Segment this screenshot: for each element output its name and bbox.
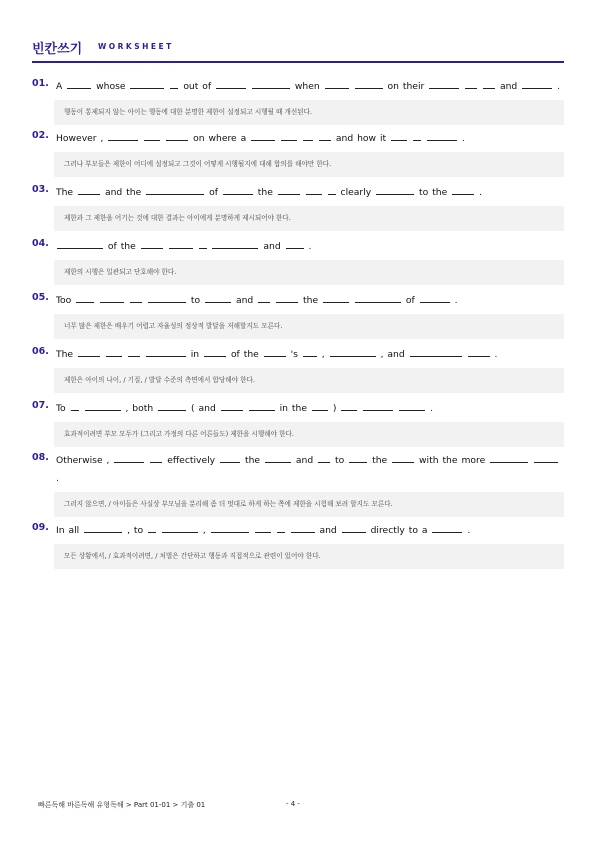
sentence-word: the	[257, 187, 273, 198]
sentence-word: the	[244, 455, 261, 466]
sentence-word: ,	[100, 133, 104, 144]
answer-blank[interactable]	[399, 400, 425, 411]
answer-blank[interactable]	[108, 130, 138, 141]
translation-box: 그러지 않으면, / 아이들은 사실상 부모님을 분리해 좀 더 멋대로 하게 하는 쪽에 제한을 시험해 보려 할지도 모른다.	[54, 492, 564, 517]
sentence-word: To	[56, 403, 66, 414]
sentence-word: a	[421, 525, 428, 536]
answer-blank[interactable]	[162, 522, 198, 533]
translation-box: 그러나 부모들은 제한이 어디에 설정되고 그것이 어떻게 시행될지에 대해 합의를 해야만 한다.	[54, 152, 564, 177]
answer-blank[interactable]	[391, 130, 407, 141]
answer-blank[interactable]	[303, 130, 313, 141]
sentence-word: and	[319, 525, 337, 536]
answer-blank[interactable]	[170, 78, 178, 89]
answer-blank[interactable]	[130, 292, 142, 303]
answer-blank[interactable]	[318, 452, 330, 463]
answer-blank[interactable]	[468, 346, 490, 357]
sentence-word: in	[279, 403, 288, 414]
sentence-word: .	[308, 241, 312, 252]
answer-blank[interactable]	[265, 452, 291, 463]
sentence-word: Otherwise	[56, 455, 103, 466]
sentence-word: more	[461, 455, 486, 466]
answer-blank[interactable]	[146, 346, 186, 357]
translation-box: 제한의 시행은 일관되고 단호해야 한다.	[54, 260, 564, 285]
sentence-word: ,	[321, 349, 325, 360]
sentence-word: directly	[370, 525, 405, 536]
answer-blank[interactable]	[330, 346, 376, 357]
question-sentence	[56, 78, 564, 96]
question-number: 05.	[32, 292, 49, 303]
answer-blank[interactable]	[420, 292, 450, 303]
answer-blank[interactable]	[319, 130, 331, 141]
sentence-word: and	[104, 187, 123, 198]
sentence-word: and	[335, 133, 354, 144]
answer-blank[interactable]	[78, 346, 100, 357]
sentence-word: the	[372, 455, 388, 466]
sentence-word: ,	[125, 403, 129, 414]
answer-blank[interactable]	[100, 292, 124, 303]
answer-blank[interactable]	[252, 78, 290, 89]
sentence-word: )	[332, 403, 337, 414]
translation-box: 제한과 그 제한을 어기는 것에 대한 결과는 아이에게 분명하게 제시되어야 한다.	[54, 206, 564, 231]
sentence-word: In	[56, 525, 65, 536]
sentence-word: .	[479, 187, 483, 198]
question-number: 03.	[32, 184, 49, 195]
answer-blank[interactable]	[427, 130, 457, 141]
sentence-word: of	[405, 295, 415, 306]
question-sentence	[56, 400, 564, 418]
question-item	[32, 184, 564, 231]
sentence-word: and	[387, 349, 405, 360]
answer-blank[interactable]	[363, 400, 393, 411]
sentence-word: A	[56, 81, 63, 92]
answer-blank[interactable]	[199, 238, 207, 249]
question-item	[32, 400, 564, 447]
answer-blank[interactable]	[251, 130, 275, 141]
sentence-word: ,	[380, 349, 384, 360]
sentence-word: their	[402, 81, 425, 92]
answer-blank[interactable]	[150, 452, 162, 463]
question-sentence	[56, 522, 564, 540]
sentence-word: 's	[290, 349, 298, 360]
sentence-word: ,	[106, 455, 110, 466]
answer-blank[interactable]	[128, 346, 140, 357]
question-item	[32, 346, 564, 393]
question-sentence	[56, 238, 564, 256]
answer-blank[interactable]	[452, 184, 474, 195]
answer-blank[interactable]	[212, 238, 258, 249]
answer-blank[interactable]	[306, 184, 322, 195]
answer-blank[interactable]	[78, 184, 100, 195]
question-number: 06.	[32, 346, 49, 357]
answer-blank[interactable]	[264, 346, 286, 357]
question-item	[32, 238, 564, 285]
sentence-word: where	[208, 133, 237, 144]
question-sentence	[56, 292, 564, 310]
question-item	[32, 452, 564, 517]
sentence-word: of	[209, 187, 218, 198]
sentence-word: of	[230, 349, 240, 360]
header-rule	[32, 61, 564, 63]
sentence-word: .	[557, 81, 561, 92]
sentence-word: to	[408, 525, 418, 536]
sentence-word: of	[107, 241, 117, 252]
page-subtitle: WORKSHEET	[98, 42, 174, 51]
sentence-word: the	[120, 241, 136, 252]
translation-box: 제한은 아이의 나이, / 기질, / 발달 수준의 측면에서 합당해야 한다.	[54, 368, 564, 393]
answer-blank[interactable]	[216, 78, 246, 89]
question-sentence	[56, 184, 564, 202]
answer-blank[interactable]	[490, 452, 528, 463]
answer-blank[interactable]	[221, 400, 243, 411]
question-sentence	[56, 452, 564, 488]
answer-blank[interactable]	[114, 452, 144, 463]
answer-blank[interactable]	[410, 346, 462, 357]
question-number: 09.	[32, 522, 49, 533]
translation-box: 행동이 통제되지 않는 아이는 행동에 대한 분명한 제한이 설정되고 시행될 때 개선된다.	[54, 100, 564, 125]
answer-blank[interactable]	[355, 292, 401, 303]
answer-blank[interactable]	[71, 400, 79, 411]
sentence-word: on	[387, 81, 399, 92]
answer-blank[interactable]	[432, 522, 462, 533]
answer-blank[interactable]	[76, 292, 94, 303]
question-number: 02.	[32, 130, 49, 141]
sentence-word: the	[243, 349, 259, 360]
sentence-word: the	[126, 187, 142, 198]
sentence-word: ,	[127, 525, 130, 536]
answer-blank[interactable]	[303, 346, 317, 357]
answer-blank[interactable]	[323, 292, 349, 303]
question-item	[32, 130, 564, 177]
sentence-word: of	[202, 81, 212, 92]
answer-blank[interactable]	[85, 400, 121, 411]
answer-blank[interactable]	[67, 78, 91, 89]
question-item	[32, 292, 564, 339]
answer-blank[interactable]	[57, 238, 103, 249]
sentence-word: to	[190, 295, 201, 306]
sentence-word: .	[454, 295, 458, 306]
answer-blank[interactable]	[148, 292, 186, 303]
page-number: - 4 -	[286, 800, 300, 808]
answer-blank[interactable]	[141, 238, 163, 249]
answer-blank[interactable]	[376, 184, 414, 195]
answer-blank[interactable]	[291, 522, 315, 533]
answer-blank[interactable]	[84, 522, 122, 533]
sentence-word: it	[379, 133, 387, 144]
sentence-word: to	[335, 455, 345, 466]
question-sentence	[56, 130, 564, 148]
answer-blank[interactable]	[223, 184, 253, 195]
answer-blank[interactable]	[106, 346, 122, 357]
answer-blank[interactable]	[483, 78, 495, 89]
answer-blank[interactable]	[355, 78, 383, 89]
translation-box: 효과적이려면 부모 모두가 (그리고 가정의 다른 어른들도) 제한을 시행해야 한다.	[54, 422, 564, 447]
sentence-word: and	[235, 295, 254, 306]
sentence-word: clearly	[340, 187, 372, 198]
sentence-word: and	[499, 81, 518, 92]
answer-blank[interactable]	[325, 78, 349, 89]
sentence-word: The	[56, 349, 74, 360]
answer-blank[interactable]	[522, 78, 552, 89]
sentence-word: .	[430, 403, 434, 414]
sentence-word: .	[467, 525, 471, 536]
answer-blank[interactable]	[146, 184, 204, 195]
answer-blank[interactable]	[148, 522, 156, 533]
sentence-word: The	[56, 187, 74, 198]
answer-blank[interactable]	[158, 400, 186, 411]
question-number: 08.	[32, 452, 49, 463]
answer-blank[interactable]	[342, 522, 366, 533]
answer-blank[interactable]	[277, 522, 285, 533]
answer-blank[interactable]	[534, 452, 558, 463]
answer-blank[interactable]	[392, 452, 414, 463]
sentence-word: the	[303, 295, 319, 306]
answer-blank[interactable]	[328, 184, 336, 195]
page-title: 빈칸쓰기	[32, 42, 83, 57]
sentence-word: the	[442, 455, 458, 466]
sentence-word: and	[198, 403, 216, 414]
sentence-word: to	[133, 525, 144, 536]
sentence-word: However	[56, 133, 97, 144]
sentence-word: (	[191, 403, 195, 414]
sentence-word: and	[263, 241, 281, 252]
sentence-word: on	[193, 133, 205, 144]
sentence-word: out	[183, 81, 199, 92]
sentence-word: effectively	[167, 455, 216, 466]
answer-blank[interactable]	[144, 130, 160, 141]
sentence-word: the	[432, 187, 448, 198]
sentence-word: .	[461, 133, 465, 144]
sentence-word: a	[240, 133, 247, 144]
answer-blank[interactable]	[312, 400, 328, 411]
sentence-word: how	[357, 133, 377, 144]
answer-blank[interactable]	[249, 400, 275, 411]
answer-blank[interactable]	[205, 292, 231, 303]
sentence-word: both	[132, 403, 154, 414]
answer-blank[interactable]	[169, 238, 193, 249]
sentence-word: ,	[202, 525, 206, 536]
question-number: 07.	[32, 400, 49, 411]
sentence-word: .	[494, 349, 498, 360]
sentence-word: whose	[96, 81, 126, 92]
answer-blank[interactable]	[276, 292, 298, 303]
footer-source: 빠른독해 바른독해 유형독해 > Part 01-01 > 기출 01	[38, 801, 206, 809]
answer-blank[interactable]	[341, 400, 357, 411]
sentence-word: .	[56, 473, 59, 484]
question-number: 01.	[32, 78, 49, 89]
worksheet-header	[32, 38, 564, 62]
answer-blank[interactable]	[166, 130, 188, 141]
sentence-word: to	[419, 187, 429, 198]
sentence-word: and	[295, 455, 314, 466]
sentence-word: when	[294, 81, 320, 92]
sentence-word: Too	[56, 295, 72, 306]
answer-blank[interactable]	[204, 346, 226, 357]
question-number: 04.	[32, 238, 49, 249]
sentence-word: the	[291, 403, 307, 414]
question-item	[32, 522, 564, 569]
answer-blank[interactable]	[465, 78, 477, 89]
translation-box: 모든 상황에서, / 효과적이려면, / 처벌은 간단하고 행동과 직접적으로 관련이 있어야 한다.	[54, 544, 564, 569]
sentence-word: in	[190, 349, 200, 360]
answer-blank[interactable]	[130, 78, 164, 89]
translation-box: 너무 많은 제한은 배우기 어렵고 자율성의 정상적 발달을 저해할지도 모른다.	[54, 314, 564, 339]
answer-blank[interactable]	[255, 522, 271, 533]
answer-blank[interactable]	[278, 184, 300, 195]
question-sentence	[56, 346, 564, 364]
answer-blank[interactable]	[286, 238, 304, 249]
question-item	[32, 78, 564, 125]
sentence-word: with	[419, 455, 439, 466]
sentence-word: all	[68, 525, 80, 536]
answer-blank[interactable]	[281, 130, 297, 141]
answer-blank[interactable]	[429, 78, 459, 89]
answer-blank[interactable]	[349, 452, 367, 463]
answer-blank[interactable]	[258, 292, 270, 303]
answer-blank[interactable]	[220, 452, 240, 463]
answer-blank[interactable]	[413, 130, 421, 141]
answer-blank[interactable]	[211, 522, 249, 533]
